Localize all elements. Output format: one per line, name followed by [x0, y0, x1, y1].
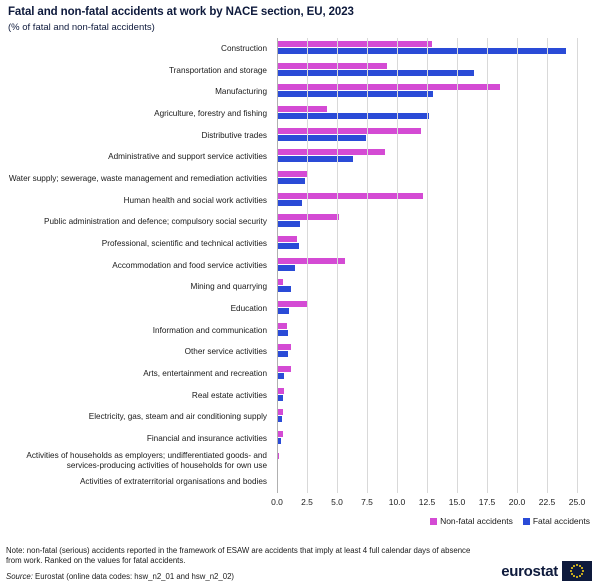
chart-legend [0, 516, 590, 526]
category-label: Water supply; sewerage, waste management and remediation activities [8, 173, 267, 183]
bar-non-fatal [277, 344, 291, 350]
bar-non-fatal [277, 193, 423, 199]
category-label: Accommodation and food service activities [112, 260, 267, 270]
bar-non-fatal [277, 388, 284, 394]
category-label: Activities of households as employers; undifferentiated goods- and services-producing activities of households for own use [26, 451, 267, 470]
bar-fatal [277, 265, 295, 271]
legend-item[interactable] [523, 516, 590, 526]
x-tick-label: 12.5 [418, 497, 436, 507]
x-tick-label: 10.0 [388, 497, 406, 507]
category-label: Professional, scientific and technical activities [101, 238, 267, 248]
star-icon [576, 564, 578, 566]
legend-swatch [430, 518, 437, 525]
eurostat-wordmark: eurostat [501, 562, 558, 580]
category-label: Education [230, 303, 267, 313]
page-subtitle: (% of fatal and non-fatal accidents) [8, 22, 155, 33]
source-text: Eurostat (online data codes: hsw_n2_01 and hsw_n2_02) [32, 572, 234, 581]
bar-fatal [277, 156, 353, 162]
gridline-2.5 [307, 38, 308, 493]
bar-fatal [277, 135, 366, 141]
star-icon [579, 575, 581, 577]
category-label: Human health and social work activities [123, 195, 267, 205]
chart-source [6, 572, 234, 581]
page-title: Fatal and non-fatal accidents at work by NACE section, EU, 2023 [8, 6, 354, 18]
star-icon [582, 570, 584, 572]
category-label: Manufacturing [215, 87, 267, 97]
bar-fatal [277, 286, 291, 292]
gridline-0.0 [277, 38, 278, 493]
category-labels [0, 38, 272, 493]
gridline-17.5 [487, 38, 488, 493]
legend-swatch [523, 518, 530, 525]
legend-label: Fatal accidents [532, 516, 590, 526]
bar-non-fatal [277, 214, 339, 220]
eurostat-logo [501, 561, 592, 581]
eu-flag-icon [562, 561, 592, 581]
bar-non-fatal [277, 106, 327, 112]
star-icon [570, 570, 572, 572]
bar-non-fatal [277, 63, 387, 69]
category-label: Real estate activities [191, 390, 267, 400]
bar-fatal [277, 91, 433, 97]
x-tick-label: 2.5 [301, 497, 313, 507]
star-icon [573, 575, 575, 577]
star-icon [571, 573, 573, 575]
bar-fatal [277, 308, 289, 314]
bar-non-fatal [277, 301, 307, 307]
gridline-20.0 [517, 38, 518, 493]
gridline-5.0 [337, 38, 338, 493]
x-tick-label: 0.0 [271, 497, 283, 507]
category-label: Construction [221, 43, 267, 53]
x-tick-label: 22.5 [538, 497, 556, 507]
x-tick-label: 20.0 [508, 497, 526, 507]
category-label: Mining and quarrying [190, 282, 267, 292]
x-tick-label: 7.5 [361, 497, 373, 507]
category-label: Administrative and support service activities [108, 152, 267, 162]
bar-non-fatal [277, 128, 421, 134]
bar-non-fatal [277, 258, 345, 264]
star-icon [576, 576, 578, 578]
legend-item[interactable] [430, 516, 513, 526]
star-icon [581, 573, 583, 575]
bar-non-fatal [277, 41, 432, 47]
chart-note: Note: non-fatal (serious) accidents reported in the framework of ESAW are accidents that imply at least 4 full calendar days of absence from work. Ranked on the values for fatal accidents. [6, 546, 471, 565]
gridline-7.5 [367, 38, 368, 493]
chart-plot-area [277, 38, 577, 493]
star-icon [571, 567, 573, 569]
bar-fatal [277, 243, 299, 249]
category-label: Transportation and storage [168, 65, 267, 75]
bar-non-fatal [277, 149, 385, 155]
category-label: Distributive trades [201, 130, 267, 140]
x-tick-label: 17.5 [478, 497, 496, 507]
bar-non-fatal [277, 323, 287, 329]
star-icon [581, 567, 583, 569]
category-label: Information and communication [152, 325, 267, 335]
gridline-22.5 [547, 38, 548, 493]
bar-non-fatal [277, 171, 308, 177]
category-label: Public administration and defence; compulsory social security [44, 217, 267, 227]
bar-fatal [277, 373, 284, 379]
bar-fatal [277, 113, 429, 119]
x-tick-label: 5.0 [331, 497, 343, 507]
gridline-10.0 [397, 38, 398, 493]
gridline-12.5 [427, 38, 428, 493]
bar-non-fatal [277, 84, 500, 90]
x-tick-label: 25.0 [568, 497, 586, 507]
category-label: Activities of extraterritorial organisations and bodies [79, 477, 267, 487]
bar-non-fatal [277, 366, 291, 372]
category-label: Electricity, gas, steam and air conditioning supply [88, 412, 267, 422]
category-label: Arts, entertainment and recreation [143, 368, 267, 378]
bar-fatal [277, 178, 305, 184]
bar-non-fatal [277, 236, 297, 242]
category-label: Other service activities [184, 347, 267, 357]
category-label: Financial and insurance activities [146, 433, 267, 443]
star-icon [573, 565, 575, 567]
source-label: Source: [6, 572, 33, 581]
gridline-25.0 [577, 38, 578, 493]
bar-fatal [277, 48, 566, 54]
bar-fatal [277, 221, 300, 227]
x-tick-label: 15.0 [448, 497, 466, 507]
legend-label: Non-fatal accidents [440, 516, 513, 526]
bar-fatal [277, 330, 288, 336]
bar-fatal [277, 200, 302, 206]
gridline-15.0 [457, 38, 458, 493]
category-label: Agriculture, forestry and fishing [154, 108, 267, 118]
bar-fatal [277, 351, 288, 357]
